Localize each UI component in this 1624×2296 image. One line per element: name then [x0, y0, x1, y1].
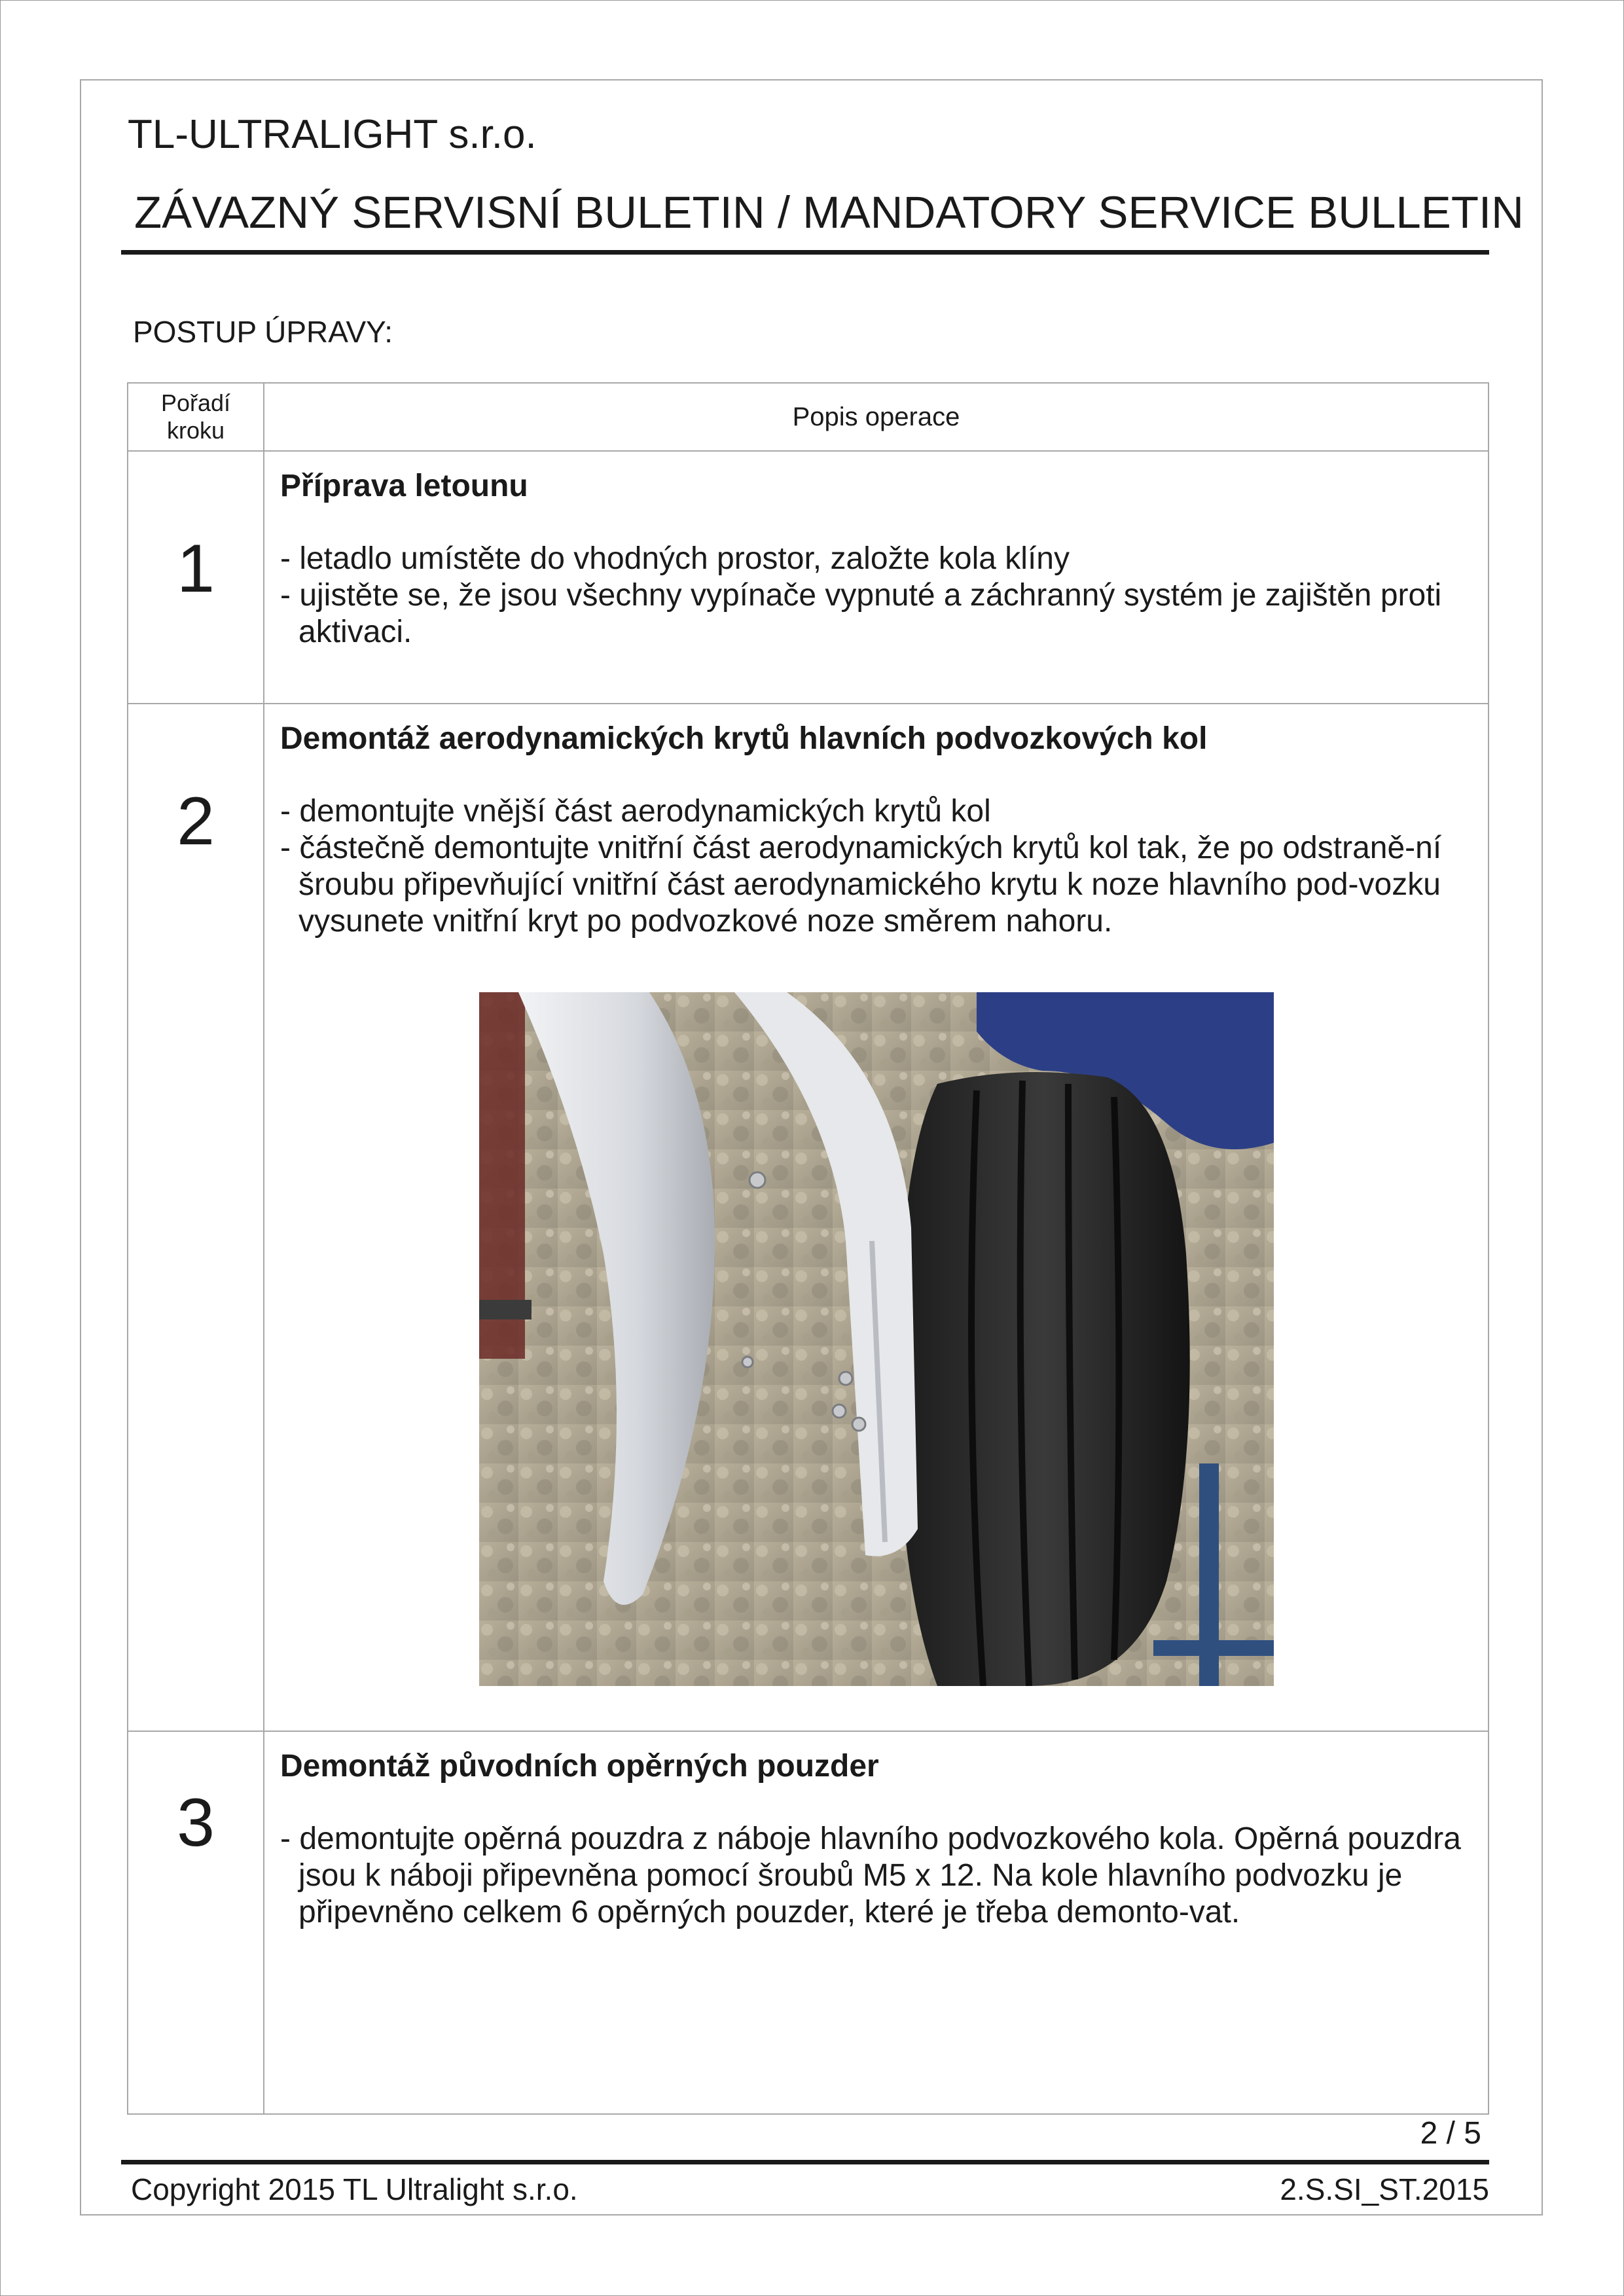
- step-title: Demontáž původních opěrných pouzder: [280, 1749, 879, 1784]
- step-description: [264, 451, 1489, 704]
- bulletin-title: ZÁVAZNÝ SERVISNÍ BULETIN / MANDATORY SERVICE BULLETIN: [134, 187, 1524, 238]
- step-body: [280, 793, 1472, 940]
- step-description: [264, 704, 1489, 1731]
- copyright: Copyright 2015 TL Ultralight s.r.o.: [131, 2172, 578, 2206]
- step-body: [280, 541, 1472, 651]
- step-line: - letadlo umístěte do vhodných prostor, založte kola klíny: [280, 541, 1070, 576]
- step-number: 1: [128, 451, 264, 704]
- description-column-header: Popis operace: [264, 383, 1489, 451]
- company-name: TL-ULTRALIGHT s.r.o.: [128, 112, 537, 157]
- page-number: 2 / 5: [1420, 2116, 1481, 2151]
- step-line: - částečně demontujte vnitřní část aerodynamických krytů kol tak, že po odstraně-ní šroubu připevňující vnitřní část aerodynamického krytu k noze hlavního pod-vozku vysunete vnitřní kryt po podvozkové noze směrem nahoru.: [280, 831, 1442, 939]
- step-line: - demontujte vnější část aerodynamických krytů kol: [280, 794, 991, 829]
- landing-gear-wheel-photo: [479, 992, 1274, 1686]
- step-description: [264, 1731, 1489, 2114]
- step-column-header: [128, 383, 264, 451]
- step-number: 3: [128, 1731, 264, 2114]
- table-row: [128, 451, 1489, 704]
- table-header-row: [128, 383, 1489, 451]
- procedure-table: [127, 382, 1489, 2115]
- step-title: Demontáž aerodynamických krytů hlavních podvozkových kol: [280, 721, 1208, 756]
- header-rule: [121, 250, 1489, 255]
- step-body: [280, 1821, 1472, 1931]
- table-row: [128, 1731, 1489, 2114]
- step-line: - demontujte opěrná pouzdra z náboje hlavního podvozkového kola. Opěrná pouzdra jsou k náboji připevněna pomocí šroubů M5 x 12. Na kole hlavního podvozku je připevněno celkem 6 opěrných pouzder, které je třeba demonto-vat.: [280, 1821, 1461, 1929]
- section-heading: POSTUP ÚPRAVY:: [133, 315, 393, 349]
- step-line: - ujistěte se, že jsou všechny vypínače vypnuté a záchranný systém je zajištěn proti aktivaci.: [280, 578, 1442, 649]
- step-title: Příprava letounu: [280, 469, 528, 503]
- step-column-header-line2: kroku: [166, 417, 225, 444]
- footer-rule: [121, 2160, 1489, 2164]
- step-column-header-line1: Pořadí: [160, 389, 231, 416]
- table-row: [128, 704, 1489, 1731]
- step-number: 2: [128, 704, 264, 1731]
- document-code: 2.S.SI_ST.2015: [1280, 2172, 1489, 2206]
